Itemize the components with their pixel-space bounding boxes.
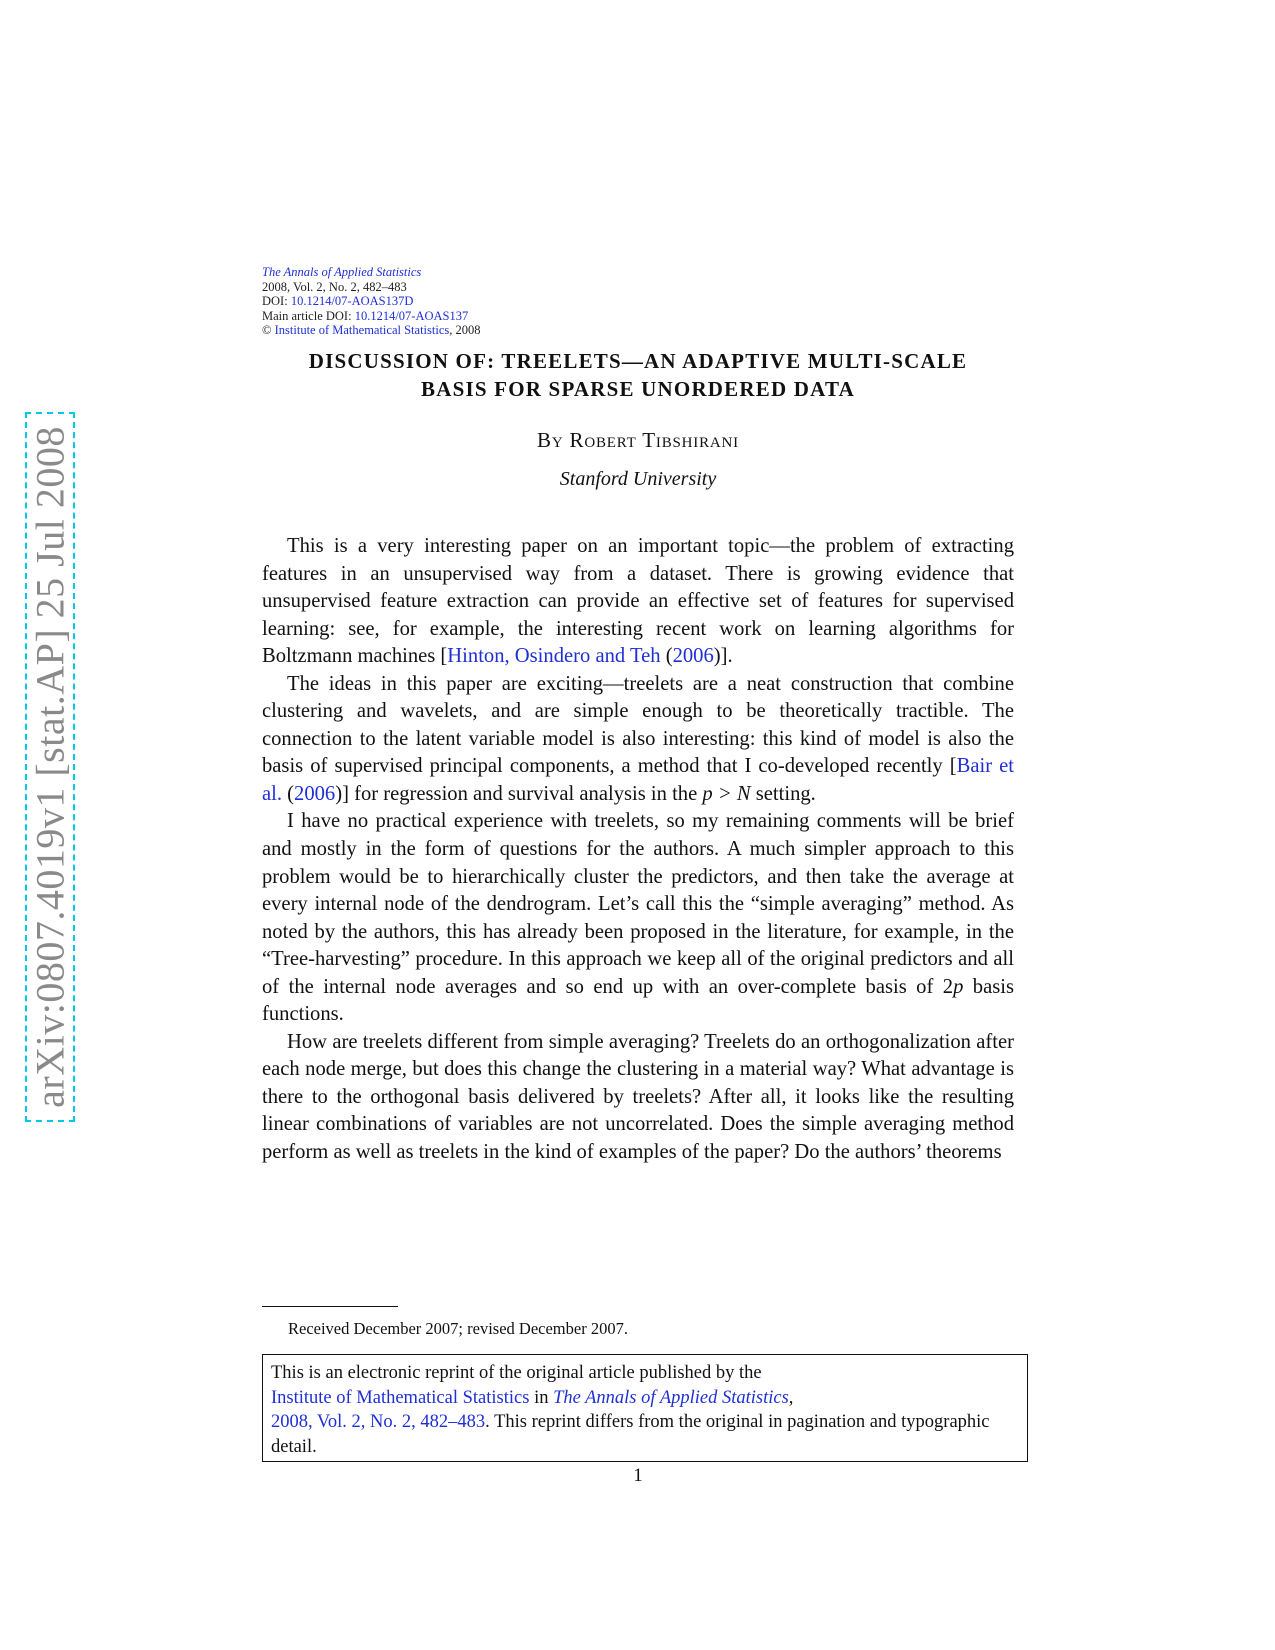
reprint-volume-link[interactable]: 2008, Vol. 2, No. 2, 482–483: [271, 1412, 486, 1432]
doi-line: [262, 294, 481, 309]
text-span: setting.: [750, 782, 816, 805]
paragraph-3: [262, 808, 1014, 1028]
citation-bair[interactable]: Bair et al.: [262, 755, 1014, 805]
arxiv-stamp-text: arXiv:0807.4019v1 [stat.AP] 25 Jul 2008: [27, 426, 73, 1108]
text-span: The ideas in this paper are exciting—treelets are a neat construction that combine clustering and wavelets, and are simple enough to be theoretically tractible. The connection to the latent variable model is also interesting: this kind of model is also the basis of supervised principal components, a method that I co-developed recently [: [262, 672, 1014, 778]
main-doi-label: Main article DOI:: [262, 308, 355, 323]
main-doi-link[interactable]: 10.1214/07-AOAS137: [354, 308, 469, 323]
footnote-rule: [262, 1306, 398, 1307]
journal-info: [262, 265, 481, 338]
reprint-journal-link[interactable]: The Annals of Applied Statistics: [553, 1387, 789, 1408]
citation-hinton[interactable]: Hinton, Osindero and Teh: [447, 645, 661, 668]
text-span: basis functions.: [262, 975, 1014, 1026]
citation-bair-year[interactable]: 2006: [294, 782, 336, 805]
text-span: (: [660, 645, 673, 668]
reprint-line-1: This is an electronic reprint of the original article published by the: [271, 1363, 762, 1383]
text-span: )] for regression and survival analysis in the: [335, 782, 703, 805]
body-text: [262, 533, 1014, 1167]
arxiv-stamp: [25, 412, 75, 1122]
text-span: I have no practical experience with treelets, so my remaining comments will be brief and mostly in the form of questions for the authors. A much simpler approach to this problem would be to hierarchically cluster the predictors, and then take the average at every internal node of the dendrogram. Let’s call this the “simple averaging” method. As noted by the authors, this has already been proposed in the literature, for example, in the “Tree-harvesting” procedure. In this approach we keep all of the original predictors and all of the internal node averages and so end up with an over-complete basis of 2: [262, 810, 1014, 998]
doi-link[interactable]: 10.1214/07-AOAS137D: [290, 294, 414, 309]
journal-volume: 2008, Vol. 2, No. 2, 482–483: [262, 279, 407, 294]
affiliation: Stanford University: [559, 468, 717, 490]
main-doi-line: [262, 309, 481, 324]
text-span: . This reprint differs from the original in pagination and typographic detail.: [271, 1412, 990, 1457]
ims-link[interactable]: Institute of Mathematical Statistics: [274, 323, 450, 338]
copyright-line: [262, 323, 481, 338]
page-number: 1: [633, 1465, 643, 1486]
text-span: )].: [713, 645, 733, 668]
paragraph-1: [262, 533, 1014, 671]
doi-label: DOI:: [262, 294, 291, 309]
reprint-ims-link[interactable]: Institute of Mathematical Statistics: [271, 1387, 530, 1408]
paragraph-4: How are treelets different from simple averaging? Treelets do an orthogonalization after each node merge, but does this change the clustering in a material way? What advantage is there to the orthogonal basis delivered by treelets? After all, it looks like the resulting linear combinations of variables are not uncorrelated. Does the simple averaging method perform as well as treelets in the kind of examples of the paper? Do the authors’ theorems: [262, 1030, 1014, 1164]
copyright-year: , 2008: [449, 323, 481, 338]
text-span: (: [282, 782, 295, 805]
journal-name-link[interactable]: The Annals of Applied Statistics: [262, 265, 422, 279]
text-span: This is a very interesting paper on an important topic—the problem of extracting features in an unsupervised way from a dataset. There is growing evidence that unsupervised feature extraction can provide an effective set of features for supervised learning: see, for example, the interesting recent work on learning algorithms for Boltzmann machines [: [262, 535, 1014, 668]
math-p-gt-n: p > N: [702, 782, 751, 805]
text-span: in: [529, 1387, 554, 1408]
reprint-rest: [271, 1386, 1019, 1460]
paper-title: [262, 347, 1014, 403]
title-line-1: DISCUSSION OF: TREELETS—AN ADAPTIVE MULTI-SCALE: [308, 349, 968, 373]
citation-hinton-year[interactable]: 2006: [672, 645, 714, 668]
footnote-received: Received December 2007; revised December 2007.: [288, 1319, 628, 1338]
text-span: ,: [788, 1387, 794, 1408]
reprint-notice: [262, 1354, 1028, 1462]
author: By Robert Tibshirani: [537, 428, 739, 452]
copyright-icon: ©: [262, 323, 272, 338]
math-p: p: [953, 975, 964, 998]
title-line-2: BASIS FOR SPARSE UNORDERED DATA: [421, 377, 855, 401]
paragraph-2: [262, 671, 1014, 809]
